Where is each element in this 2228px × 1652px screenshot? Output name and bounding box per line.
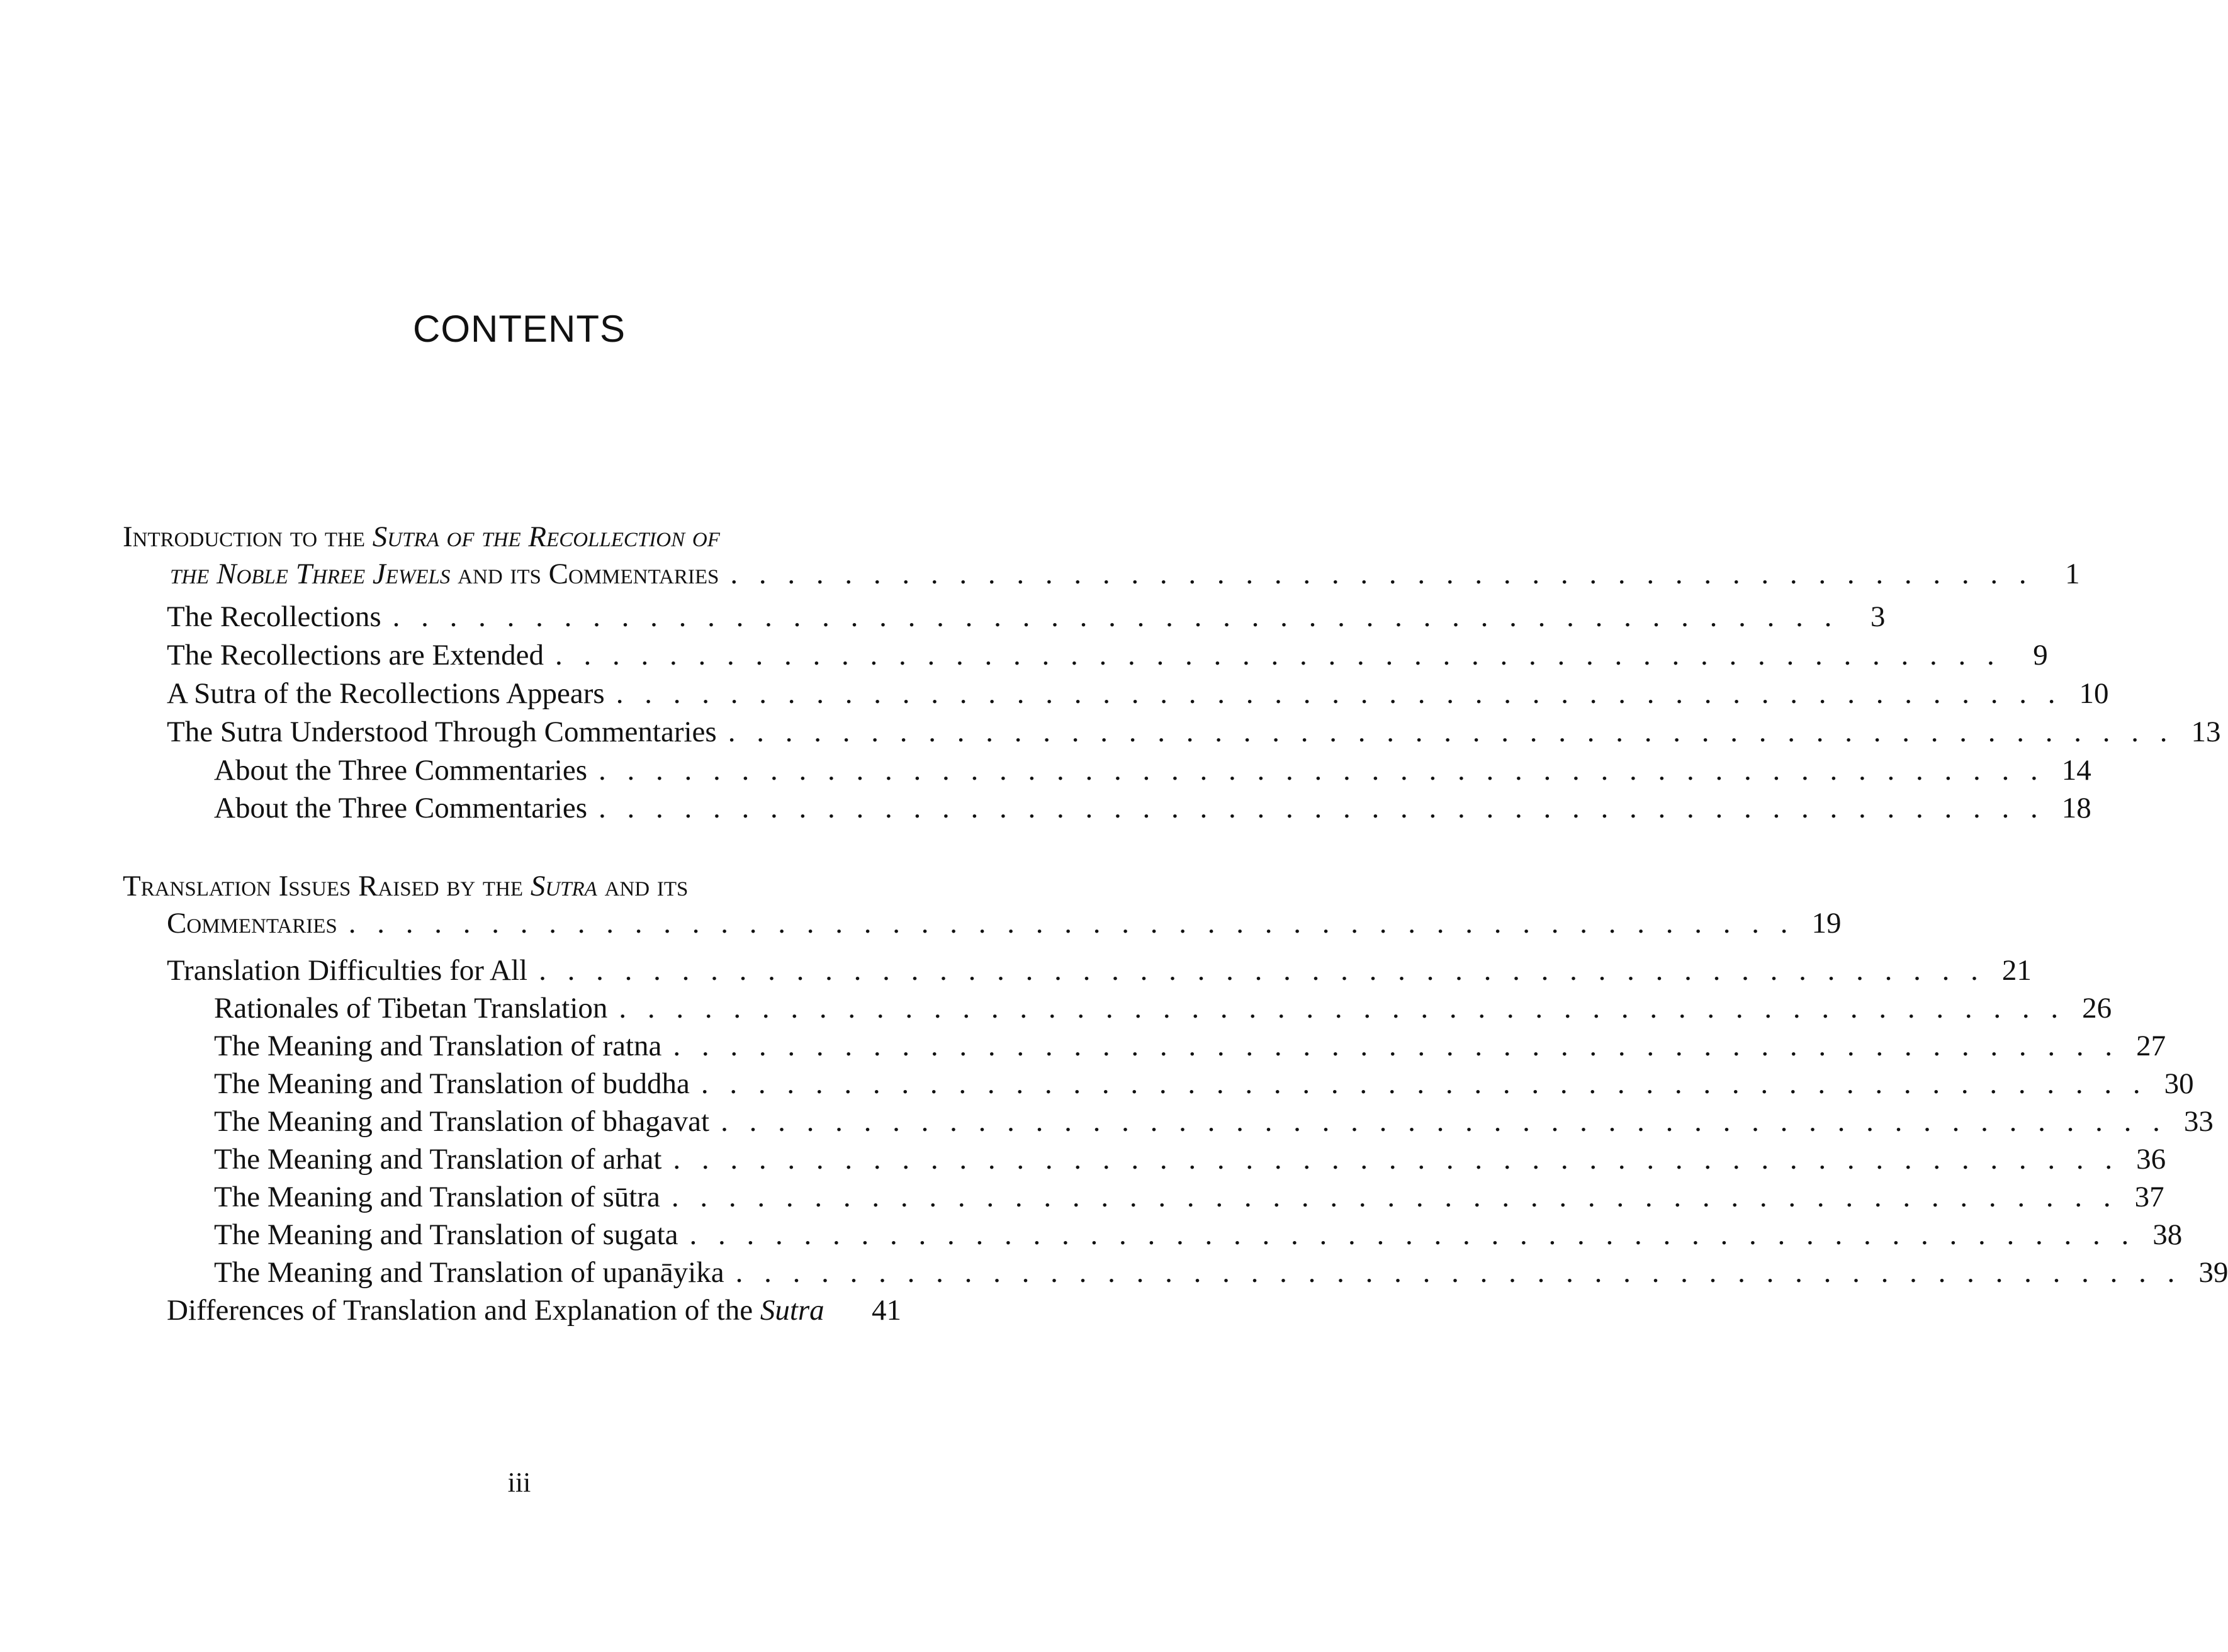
toc-entry-label: The Recollections: [167, 600, 381, 633]
section2-heading-part-c: and its: [597, 870, 689, 902]
leader-dots: . . . . . . . . . . . . . . . . . . . . . . . . . . . . . . . . . . . . . . . . . . . . . . . . . . .: [555, 639, 2001, 671]
toc-entry-label: The Meaning and Translation of bhagavat: [214, 1105, 710, 1138]
toc-entry[interactable]: [214, 751, 2091, 789]
toc-entry[interactable]: [214, 1216, 2183, 1254]
toc-page-number: 10: [2079, 677, 2109, 710]
toc-page-number: 27: [2136, 1030, 2166, 1062]
toc-entry[interactable]: [214, 1027, 2166, 1065]
leader-dots: . . . . . . . . . . . . . . . . . . . . . . . . . . . . . . . . . . . . . . . . . . . . . . . . . . .: [673, 1143, 2120, 1176]
leader-dots: . . . . . . . . . . . . . . . . . . . . . . . . . . . . . . . . . . . . . . . . . . . . . . . . . . .: [673, 1030, 2120, 1062]
page-number-folio: iii: [507, 1467, 531, 1498]
toc-page-number: 36: [2136, 1143, 2166, 1176]
leader-dots: . . . . . . . . . . . . . . . . . . . . . . . . . . . . . . . . . . . . . . . . . . . . . . . . . . .: [348, 907, 1795, 940]
toc-page-number: 3: [1870, 600, 1886, 633]
page-title: CONTENTS: [413, 308, 626, 350]
toc-entry[interactable]: [214, 989, 2112, 1027]
toc-page-number: 37: [2134, 1181, 2164, 1213]
leader-dots: . . . . . . . . . . . . . . . . . . . . . . . . . . . . . . . . . . . . . . . . . . . . . . . . . . .: [689, 1218, 2136, 1251]
leader-dots: . . . . . . . . . . . . . . . . . . . . . . . . . . . . . . . . . . . . . . . . . . . . . . . . . . .: [700, 1067, 2147, 1100]
toc-entry-label-text: Differences of Translation and Explanation of the: [167, 1294, 760, 1327]
section1-heading-line1: [123, 518, 720, 556]
toc-page-number: 19: [1811, 907, 1842, 940]
leader-dots: . . . . . . . . . . . . . . . . . . . . . . . . . . . . . . . . . . . . . . . . . . . . . . . . . . .: [539, 954, 1985, 987]
toc-entry-label: The Sutra Understood Through Commentaries: [167, 716, 717, 748]
toc-entry[interactable]: [214, 1254, 2228, 1291]
leader-dots: . . . . . . . . . . . . . . . . . . . . . . . . . . . . . . . . . . . . . . . . . . . . . . . . . . .: [728, 716, 2175, 748]
section1-title-italic: the Noble Three Jewels: [170, 558, 451, 590]
toc-entry-label: The Recollections are Extended: [167, 639, 544, 671]
toc-entry-label: The Meaning and Translation of upanāyika: [214, 1256, 724, 1289]
toc-page-number: 33: [2183, 1105, 2214, 1138]
toc-page-number: 41: [872, 1294, 901, 1327]
toc-page-number: 9: [2033, 639, 2048, 671]
leader-dots: . . . . . . . . . . . . . . . . . . . . . . . . . . . . . . . . . . . . . . . . . . . . . . . . . . .: [671, 1181, 2118, 1213]
toc-entry-label: The Meaning and Translation of sūtra: [214, 1181, 660, 1213]
toc-entry[interactable]: [214, 1103, 2214, 1140]
toc-entry-label: About the Three Commentaries: [214, 754, 588, 787]
toc-entry-last[interactable]: [167, 1291, 901, 1329]
section2-heading-line1: [123, 867, 688, 905]
toc-entry-label: The Meaning and Translation of sugata: [214, 1218, 678, 1251]
leader-dots: . . . . . . . . . . . . . . . . . . . . . . . . . . . . . . . . . . . . . . . . . . . . . . . . . . .: [392, 600, 1839, 633]
leader-dots: . . . . . . . . . . . . . . . . . . . . . . . . . . . . . . . . . . . . . . . . . . . . . . . . . . .: [616, 677, 2062, 710]
toc-entry-label: [170, 555, 719, 593]
toc-entry-section2[interactable]: [167, 904, 1842, 942]
toc-page-number: 1: [2065, 558, 2080, 590]
toc-entry-label: The Meaning and Translation of ratna: [214, 1030, 662, 1062]
toc-page-number: 21: [2001, 954, 2032, 987]
toc-entry[interactable]: [167, 952, 2032, 989]
section2-heading-part-b: Sutra: [530, 870, 597, 902]
leader-dots: . . . . . . . . . . . . . . . . . . . . . . . . . . . . . . . . . . . . . . . . . . . . . . . . . . .: [735, 1256, 2182, 1289]
toc-page-number: 18: [2061, 792, 2091, 824]
toc-page-number: 39: [2198, 1256, 2228, 1289]
toc-entry[interactable]: [167, 598, 1886, 636]
toc-entry-label: About the Three Commentaries: [214, 792, 588, 824]
toc-page-number: 30: [2164, 1067, 2194, 1100]
toc-entry-label: Commentaries: [167, 907, 337, 940]
toc-entry-label-italic: Sutra: [760, 1294, 824, 1327]
toc-page-number: 26: [2082, 992, 2112, 1025]
leader-dots: . . . . . . . . . . . . . . . . . . . . . . . . . . . . . . . . . . . . . . . . . . . . . . . . . . .: [599, 754, 2045, 787]
leader-dots: . . . . . . . . . . . . . . . . . . . . . . . . . . . . . . . . . . . . . . . . . . . . . . . . . . .: [619, 992, 2066, 1025]
toc-page-number: 13: [2191, 716, 2221, 748]
toc-entry[interactable]: [214, 1065, 2194, 1103]
toc-entry[interactable]: [167, 636, 2048, 674]
section2-heading-part-a: Translation Issues Raised by the: [123, 870, 531, 902]
toc-page-number: 14: [2061, 754, 2091, 787]
toc-entry[interactable]: [167, 713, 2221, 751]
toc-entry[interactable]: [214, 1178, 2164, 1216]
toc-entry-label: Rationales of Tibetan Translation: [214, 992, 608, 1025]
section1-heading-part-a: Introduction to the: [123, 520, 373, 553]
toc-entry-label: Translation Difficulties for All: [167, 954, 528, 987]
leader-dots: . . . . . . . . . . . . . . . . . . . . . . . . . . . . . . . . . . . . . . . . . . . . . . . . . . .: [599, 792, 2045, 824]
toc-entry-label: The Meaning and Translation of arhat: [214, 1143, 662, 1176]
leader-dots: . . . . . . . . . . . . . . . . . . . . . . . . . . . . . . . . . . . . . . . . . . . . . .: [730, 558, 2034, 590]
toc-entry-label: The Meaning and Translation of buddha: [214, 1067, 690, 1100]
toc-entry[interactable]: [214, 1140, 2166, 1178]
toc-page-number: 38: [2152, 1218, 2183, 1251]
section1-title-rest: and its Commentaries: [450, 558, 719, 590]
toc-entry-label: A Sutra of the Recollections Appears: [167, 677, 605, 710]
toc-entry-section1[interactable]: [170, 555, 2080, 593]
leader-dots: . . . . . . . . . . . . . . . . . . . . . . . . . . . . . . . . . . . . . . . . . . . . . . . . . . .: [721, 1105, 2167, 1138]
toc-entry[interactable]: [167, 675, 2109, 712]
toc-entry-label: [167, 1291, 824, 1329]
toc-entry[interactable]: [214, 789, 2091, 827]
section1-heading-part-b: Sutra of the Recollection of: [372, 520, 720, 553]
